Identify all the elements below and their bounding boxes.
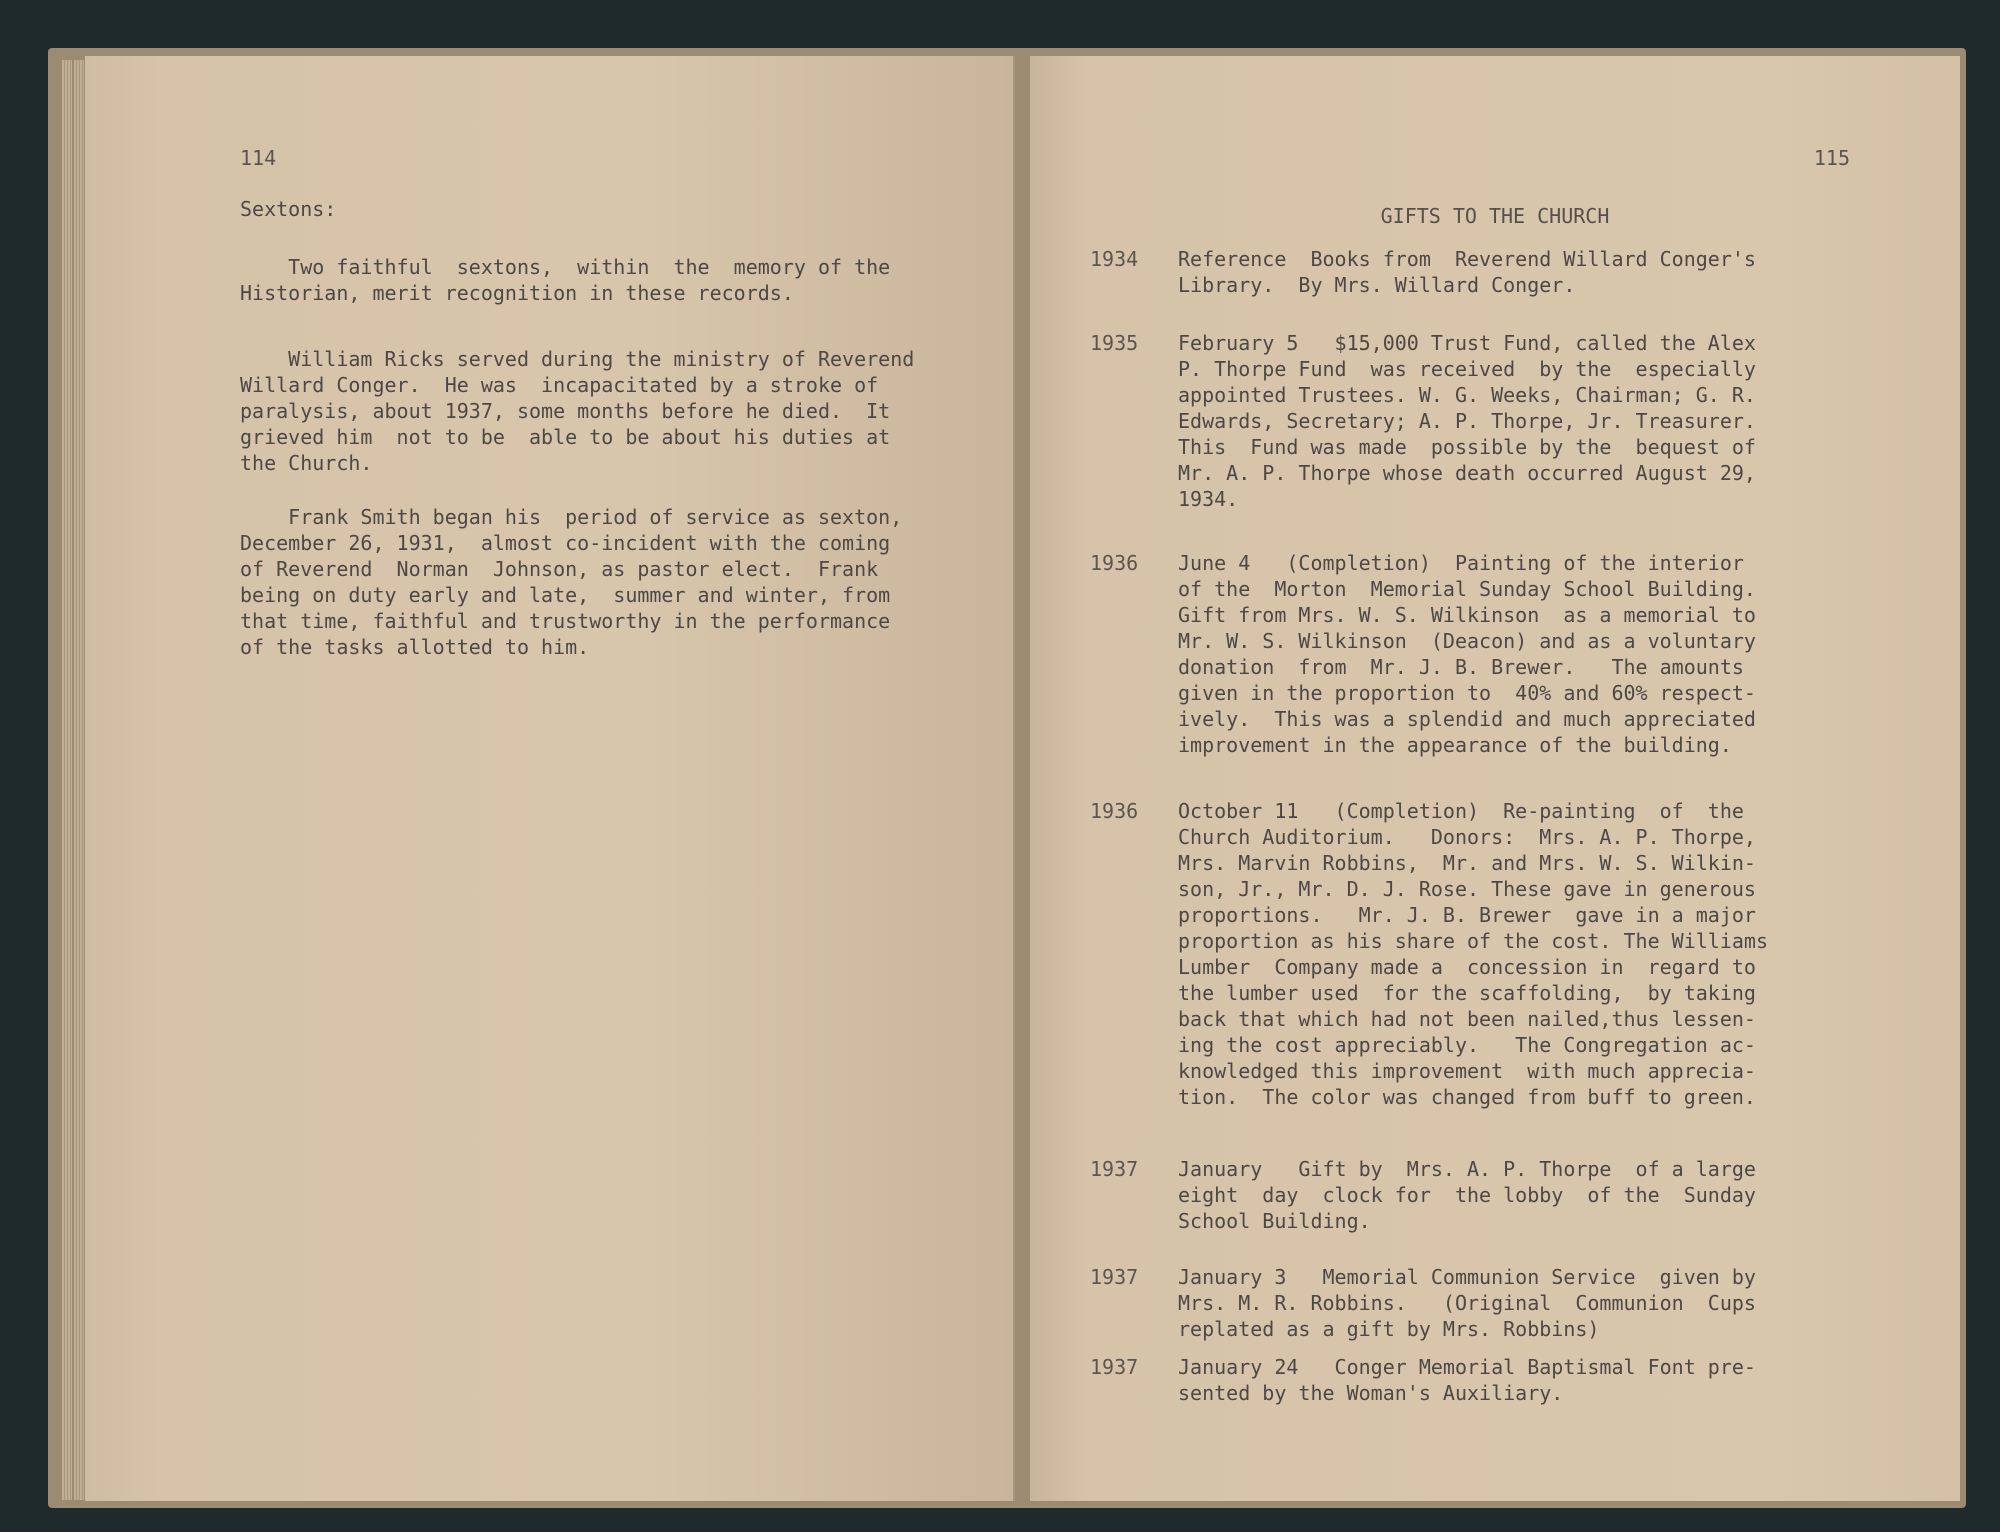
page-title-gifts: GIFTS TO THE CHURCH (1380, 204, 1610, 228)
gift-description: June 4 (Completion) Painting of the interior of the Morton Memorial Sunday School Building. Gift from Mrs. W. S. Wilkinson as a memorial to Mr. W. S. Wilkinson (Deacon) and as a voluntary donation from Mr. J. B. Brewer. The amounts given in the proportion to 40% and 60% respect- ively. This was a splendid and much appreciated improvement in the appearance of the building. (1178, 551, 1756, 757)
left-page-edges-inner (74, 60, 84, 1500)
gift-year: 1936 (1090, 799, 1139, 823)
gift-year: 1936 (1090, 551, 1139, 575)
gift-description: Reference Books from Reverend Willard Conger's Library. By Mrs. Willard Conger. (1178, 247, 1756, 297)
gift-year: 1937 (1090, 1265, 1139, 1289)
gift-description: January Gift by Mrs. A. P. Thorpe of a large eight day clock for the lobby of the Sunday School Building. (1178, 1157, 1756, 1233)
left-page-edges (62, 60, 72, 1500)
page-number-left: 114 (240, 146, 277, 170)
gift-year: 1935 (1090, 331, 1139, 355)
paragraph-frank-smith: Frank Smith began his period of service as sexton, December 26, 1931, almost co-incident with the coming of Reverend Norman Johnson, as pastor elect. Frank being on duty early and late, summer and winter, from that time, faithful and trustworthy in the performance of the tasks allotted to him. (240, 505, 903, 659)
paragraph-william-ricks: William Ricks served during the ministry of Reverend Willard Conger. He was incapacitated by a stroke of paralysis, about 1937, some months before he died. It grieved him not to be able to be about his duties at the Church. (240, 347, 915, 475)
left-page (85, 56, 1015, 1501)
gift-description: February 5 $15,000 Trust Fund, called the Alex P. Thorpe Fund was received by the especially appointed Trustees. W. G. Weeks, Chairman; G. R. Edwards, Secretary; A. P. Thorpe, Jr. Treasurer. This Fund was made possible by the bequest of Mr. A. P. Thorpe whose death occurred August 29, 1934. (1178, 331, 1756, 511)
gift-year: 1937 (1090, 1157, 1139, 1181)
paragraph-intro: Two faithful sextons, within the memory of the Historian, merit recognition in these records. (240, 255, 891, 305)
page-number-right: 115 (1813, 146, 1850, 170)
right-page (1030, 56, 1960, 1501)
gift-year: 1934 (1090, 247, 1139, 271)
gift-year: 1937 (1090, 1355, 1139, 1379)
gift-description: January 24 Conger Memorial Baptismal Font pre- sented by the Woman's Auxiliary. (1178, 1355, 1756, 1405)
section-heading-sextons: Sextons: (240, 197, 337, 221)
gift-description: October 11 (Completion) Re-painting of the Church Auditorium. Donors: Mrs. A. P. Thorpe, Mrs. Marvin Robbins, Mr. and Mrs. W. S. Wilkin- son, Jr., Mr. D. J. Rose. These gave in generous proportions. Mr. J. B. Brewer gave in a major proportion as his share of the cost. The Williams Lumber Company made a concession in regard to the lumber used for the scaffolding, by taking back that which had not been nailed,thus lessen- ing the cost appreciably. The Congregation ac- knowledged this improvement with much apprecia- tion. The color was changed from buff to green. (1178, 799, 1769, 1109)
gift-description: January 3 Memorial Communion Service given by Mrs. M. R. Robbins. (Original Communion Cups replated as a gift by Mrs. Robbins) (1178, 1265, 1756, 1341)
